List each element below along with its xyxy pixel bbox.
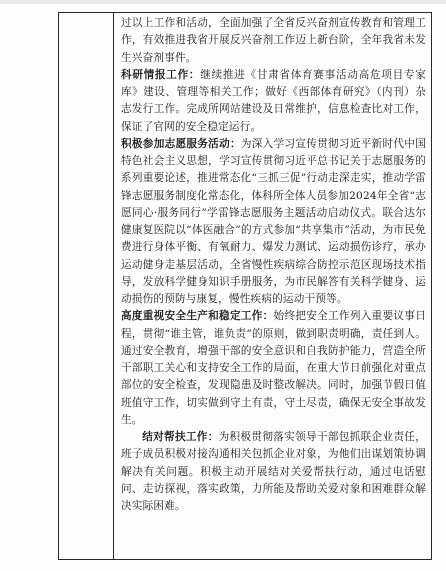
table-left-column [58,12,114,560]
paragraph-text: 始终把安全工作列入重要议事日程，贯彻“谁主管，谁负责”的原则，做到职责明确，责任到人。通过安全教育，增强干部的安全意识和自我防护能力，营造全所干部职工关心和支持安全工作的局面，在重大节日前强化对重点部位的安全检查，发现隐患及时整改解决。同时，加强节假日值班值守工作，切实做到守土有责，守土尽责，确保无安全事故发生。 [121,310,426,426]
paragraph-heading: 高度重视安全生产和稳定工作： [121,310,274,323]
scan-top-edge [0,0,446,4]
paragraph-continuation [121,15,426,67]
paragraph-paired-assistance [121,429,426,515]
paragraph-safety-stability [121,308,426,429]
paragraph-research-intelligence [121,67,426,136]
paragraph-heading: 结对帮扶工作： [142,431,219,443]
paragraph-heading: 科研情报工作： [121,68,201,81]
paragraph-heading: 积极参加志愿服务活动： [121,137,241,150]
paragraph-text: 为积极贯彻落实领导干部包抓联企业责任，班子成员积极对接沟通相关包抓企业对象，为他们出谋划策协调解决有关问题。积极主动开展结对关爱帮扶行动，通过电话慰问、走访探视，落实政策，力所能及帮助关爱对象和困难群众解决实际困难。 [121,431,426,512]
table-content-cell [121,15,426,515]
paragraph-text: 继续推进《甘肃省体育赛事活动高危项目专家库》建设、管理等相关工作；做好《西部体育研究》（内刊）杂志发行工作。完成所网站建设及日常维护，信息检查比对工作，保证了官网的安全稳定运行。 [121,68,427,133]
paragraph-volunteer-service [121,136,426,309]
paragraph-text: 过以上工作和活动，全面加强了全省反兴奋剂宣传教育和管理工作，有效推进我省开展反兴奋剂工作迈上新台阶，全年我省未发生兴奋剂事件。 [121,17,426,64]
paragraph-text: 为深入学习宣传贯彻习近平新时代中国特色社会主义思想，学习宣传贯彻习近平总书记关于志愿服务的系列重要论述，推进常态化“三抓三促”行动走深走实，推动学雷锋志愿服务制度化常态化，体科所全体人员参加2024年全省“志愿同心·服务同行”学雷锋志愿服务主题活动启动仪式。联合达尔健康复医院以“体医融合”的方式参加“共享集市”活动，为市民免费进行身体平衡、有氧耐力、爆发力测试、运动损伤诊疗，承办运动健身走基层活动，全省慢性疾病综合防控示范区现场技术指导，发放科学健身知识手册服务，为市民解答有关科学健身、运动损伤的预防与康复，慢性疾病的运动干预等。 [121,137,426,305]
